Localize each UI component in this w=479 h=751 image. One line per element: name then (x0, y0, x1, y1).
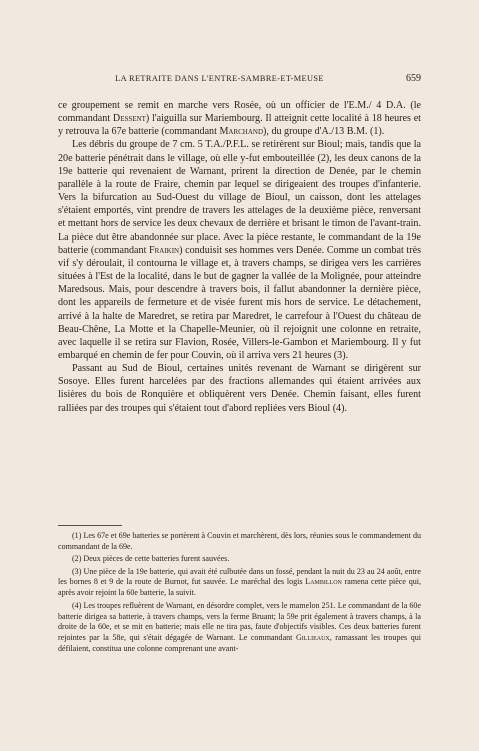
paragraph-1: ce groupement se remit en marche vers Rosée, où un officier de l'E.M./ 4 D.A. (le commandant Dessent) l'aiguilla sur Mariembourg. Il atteignit cette localité à 18 heures et y retrouva la 67e batterie (commandant Marchand), du groupe d'A./13 B.M. (1). (58, 100, 421, 138)
name-small-caps: Fraikin (148, 244, 180, 256)
name-small-caps: Marchand (219, 126, 264, 138)
page-number: 659 (406, 73, 421, 84)
footnotes (58, 531, 421, 657)
running-head: LA RETRAITE DANS L'ENTRE-SAMBRE-ET-MEUSE (115, 74, 324, 83)
footnote-1: (1) Les 67e et 69e batteries se portèrent à Couvin et marchèrent, dès lors, réunies sous le commandement du commandant de la 69e. (58, 531, 421, 551)
body-text (58, 99, 421, 415)
footnote-divider (58, 525, 122, 526)
name-small-caps: Gillieaux (295, 633, 330, 643)
name-small-caps: Dessent (112, 113, 146, 125)
name-small-caps: Lambillon (305, 577, 342, 587)
footnote-3: (3) Une pièce de la 19e batterie, qui avait été culbutée dans un fossé, pendant la nuit du 23 au 24 août, entre les bornes 8 et 9 de la route de Burnot, fut sauvée. Le maréchal des logis Lambillon ramena cette pièce qui, après avoir rejoint la 60e batterie, la suivit. (58, 566, 421, 598)
paragraph-2: Les débris du groupe de 7 cm. 5 T.A./P.F.L. se retirèrent sur Bioul; mais, tandis que la 20e batterie pénétrait dans le village, où elle y-fut embouteillée (2), les deux canons de la 19e batterie qui revenaient de Warnant, prirent la direction de Denée, par le chemin parallèle à la route de Fraire, chemin par lequel se dirigeaient des troupes d'infanterie. Vers la bifurcation au Sud-Ouest du village de Bioul, un caisson, dont les attelages s'étaient emportés, vint prendre de travers les attelages de la deuxième pièce, renversant et mettant hors de service les deux chevaux de derrière et brisant le timon de l'avant-train. La pièce dut être abandonnée sur place. Avec la pièce restante, le commandant de la 19e batterie (commandant Fraikin) conduisit ses hommes vers Denée. Comme un combat très vif s'y déroulait, il contourna le village et, à travers champs, se dirigea vers les carrières situées à l'Est de la localité, dans le but de gagner la vallée de la Molignée, pour atteindre Maredsous. Mais, pour descendre à travers bois, il fallut abandonner la dernière pièce, dont les appareils de fermeture et de visée furent mis hors de service. Le détachement, arrivé à la halte de Maredret, se retira par Maredret, le carrefour à l'Ouest du château de Beau-Chêne, La Motte et la Chapelle-Meunier, où il rejoignit une colonne en retraite, avec laquelle il se retira sur Flavion, Rosée, Villers-le-Gambon et Mariembourg. Il y fut embarqué en chemin de fer pour Couvin, où il arriva vers 21 heures (3). (58, 139, 421, 361)
footnote-4: (4) Les troupes refluèrent de Warnant, en désordre complet, vers le mamelon 251. Le commandant de la 60e batterie dirigea sa batterie, à travers champs, vers la ferme Bruant; la 59e prit également à travers champs, à la droite de la 60e, et se mit en batterie; mais elle ne tira pas, faute d'objectifs visibles. Ces deux batteries furent rejointes par la 58e, qui s'était dégagée de Warnant. Le commandant Gillieaux, ramassant les troupes qui défilaient, constitua une colonne comprenant une avant- (58, 600, 422, 654)
footnote-2: (2) Deux pièces de cette batteries furent sauvées. (72, 554, 230, 564)
page-header (58, 74, 421, 88)
paragraph-3: Passant au Sud de Bioul, certaines unités revenant de Warnant se dirigèrent sur Sosoye. Elles furent harcelées par des fractions allemandes qui étaient arrivées aux lisières du bois de Ronquière et obliquèrent vers Denée. Chemin faisant, elles furent ralliées par des troupes qui s'étaient tout d'abord repliées vers Bioul (4). (58, 363, 421, 414)
